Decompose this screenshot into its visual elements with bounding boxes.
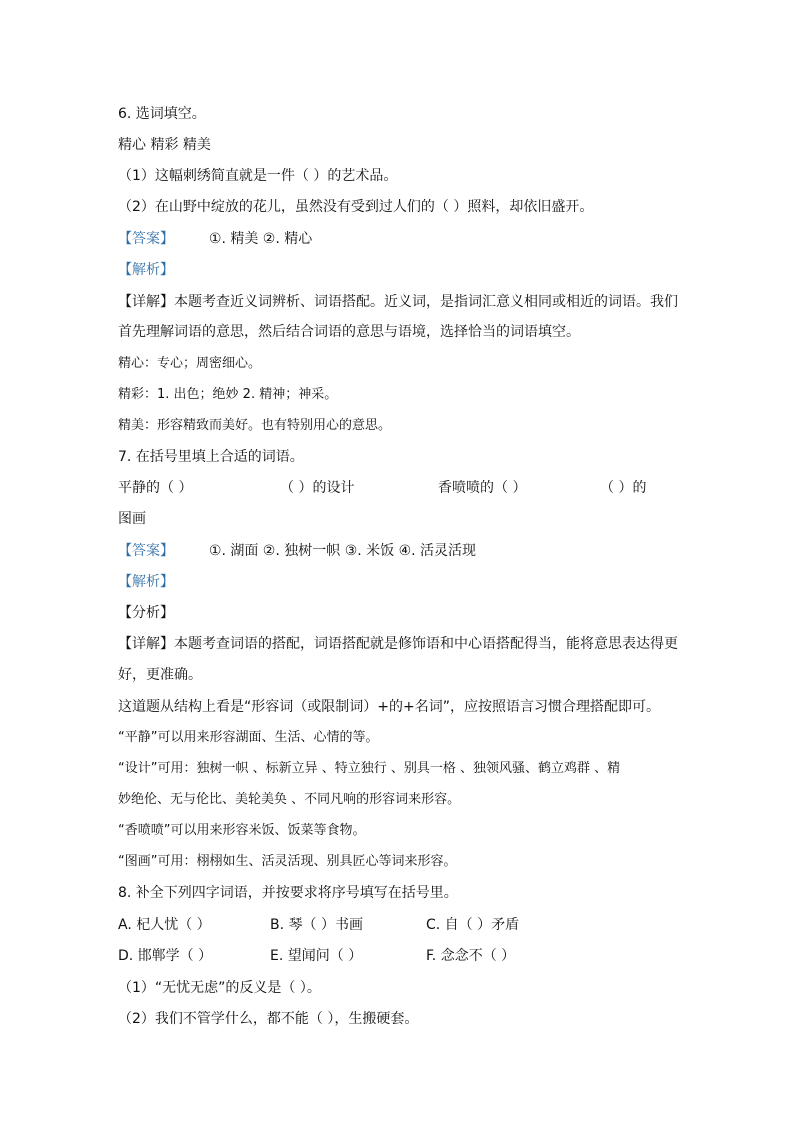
q8-sentence-2: （2）我们不管学什么，都不能（ ），生搬硬套。 bbox=[118, 1011, 419, 1027]
answer-tag: 【答案】 bbox=[118, 231, 174, 247]
detail-text: 本题考查近义词辨析、词语搭配。近义词，是指词汇意义相同或相近的词语。我们 bbox=[174, 294, 678, 310]
answer-text: ①. 精美 ②. 精心 bbox=[208, 231, 313, 247]
q6-sentence-2: （2）在山野中绽放的花儿，虽然没有受到过人们的（ ）照料，却依旧盛开。 bbox=[118, 199, 594, 215]
detail-tag: 【详解】 bbox=[118, 294, 174, 310]
q7-answer bbox=[118, 541, 476, 561]
q8-sentence-1: （1）“无忧无虑”的反义是（ ）。 bbox=[118, 980, 321, 996]
q6-options: 精心 精彩 精美 bbox=[118, 137, 211, 153]
q7-note-3: “香喷喷”可以用来形容米饭、饭菜等食物。 bbox=[118, 823, 366, 838]
q6-def-3: 精美：形容精致而美好。也有特别用心的意思。 bbox=[118, 418, 392, 433]
q6-analysis-tag: 【解析】 bbox=[118, 262, 174, 278]
q7-note-2a: “设计”可用：独树一帜 、标新立异 、特立独行 、别具一格 、独领风骚、鹤立鸡群 、精 bbox=[118, 761, 621, 776]
q8-option-c: C. 自（ ）矛盾 bbox=[426, 917, 520, 933]
q7-blank-2: （ ）的设计 bbox=[280, 480, 355, 496]
q7-title: 7. 在括号里填上合适的词语。 bbox=[118, 449, 304, 465]
q7-structure: 这道题从结构上看是“形容词（或限制词）+的+名词”，应按照语言习惯合理搭配即可。 bbox=[118, 699, 660, 715]
q7-analysis-tag: 【解析】 bbox=[118, 574, 174, 590]
detail-tag: 【详解】 bbox=[118, 636, 174, 652]
q6-def-2: 精彩：1. 出色；绝妙 2. 精神；神采。 bbox=[118, 387, 338, 402]
q7-note-1: “平静”可以用来形容湖面、生活、心情的等。 bbox=[118, 730, 379, 745]
q7-fenxi-tag: 【分析】 bbox=[118, 605, 174, 621]
q8-option-f: F. 念念不（ ） bbox=[426, 948, 516, 964]
q7-detail-2: 好，更准确。 bbox=[118, 667, 202, 683]
q8-option-d: D. 邯郸学（ ） bbox=[118, 948, 213, 964]
q7-note-4: “图画”可用：栩栩如生、活灵活现、别具匠心等词来形容。 bbox=[118, 854, 457, 869]
q6-answer bbox=[118, 229, 312, 249]
q6-sentence-1: （1）这幅刺绣简直就是一件（ ）的艺术品。 bbox=[118, 168, 398, 184]
q8-option-a: A. 杞人忧（ ） bbox=[118, 917, 211, 933]
q6-detail-1 bbox=[118, 292, 678, 312]
q7-detail-1 bbox=[118, 634, 678, 654]
answer-tag: 【答案】 bbox=[118, 543, 174, 559]
q7-blank-4-continued: 图画 bbox=[118, 511, 146, 527]
q7-blank-4: （ ）的 bbox=[600, 480, 647, 496]
q7-blank-3: 香喷喷的（ ） bbox=[438, 480, 527, 496]
q6-detail-2: 首先理解词语的意思，然后结合词语的意思与语境，选择恰当的词语填空。 bbox=[118, 324, 580, 340]
q6-def-1: 精心：专心；周密细心。 bbox=[118, 356, 262, 371]
q7-blank-1: 平静的（ ） bbox=[118, 480, 193, 496]
q8-option-b: B. 琴（ ）书画 bbox=[270, 917, 363, 933]
q6-title: 6. 选词填空。 bbox=[118, 106, 206, 122]
q7-note-2b: 妙绝伦、无与伦比、美轮美奂 、不同凡响的形容词来形容。 bbox=[118, 792, 461, 807]
detail-text: 本题考查词语的搭配，词语搭配就是修饰语和中心语搭配得当，能将意思表达得更 bbox=[174, 636, 678, 652]
answer-text: ①. 湖面 ②. 独树一帜 ③. 米饭 ④. 活灵活现 bbox=[208, 543, 477, 559]
q8-title: 8. 补全下列四字词语，并按要求将序号填写在括号里。 bbox=[118, 885, 458, 901]
q8-option-e: E. 望闻问（ ） bbox=[270, 948, 363, 964]
